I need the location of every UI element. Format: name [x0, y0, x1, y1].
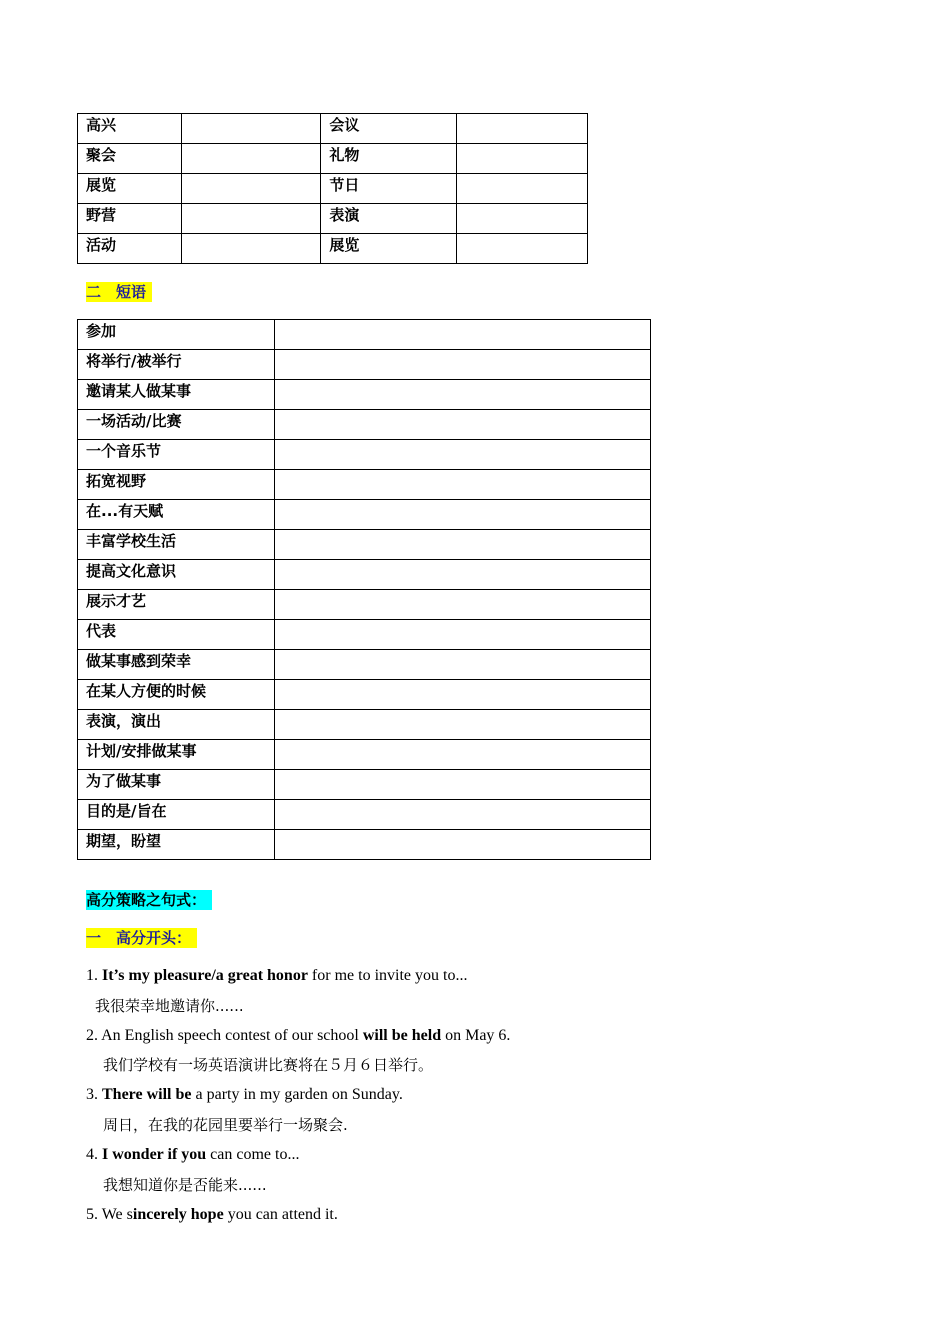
answer-blank[interactable] [274, 350, 650, 380]
vocab-word: 聚会 [78, 144, 182, 174]
phrase-label: 在...有天赋 [78, 500, 275, 530]
sentence-number: 5. [86, 1206, 102, 1223]
answer-blank[interactable] [274, 590, 650, 620]
table-row [78, 440, 651, 470]
answer-blank[interactable] [182, 234, 321, 264]
strategy-heading: 高分策略之句式： [86, 890, 212, 910]
phrase-label: 将举行/被举行 [78, 350, 275, 380]
table-row [78, 500, 651, 530]
sentence-number: 3. [86, 1086, 102, 1103]
table-row [78, 560, 651, 590]
answer-blank[interactable] [274, 560, 650, 590]
answer-blank[interactable] [274, 800, 650, 830]
table-row [78, 800, 651, 830]
answer-blank[interactable] [274, 650, 650, 680]
sentence-translation: 我想知道你是否能来...... [103, 1176, 267, 1194]
answer-blank[interactable] [274, 680, 650, 710]
sentence-translation: 我们学校有一场英语演讲比赛将在５月６日举行。 [103, 1056, 434, 1074]
sentence-line [86, 1026, 510, 1046]
sentence-line [86, 966, 467, 986]
table-row [78, 530, 651, 560]
phrase-label: 在某人方便的时候 [78, 680, 275, 710]
vocab-word: 节日 [321, 174, 457, 204]
sentence-text: on May 6. [441, 1027, 511, 1044]
vocab-word: 展览 [321, 234, 457, 264]
phrase-label: 拓宽视野 [78, 470, 275, 500]
phrase-label: 表演，演出 [78, 710, 275, 740]
table-row [78, 680, 651, 710]
answer-blank[interactable] [182, 204, 321, 234]
sentence-number: 1. [86, 967, 102, 984]
answer-blank[interactable] [274, 620, 650, 650]
vocab-word: 会议 [321, 114, 457, 144]
answer-blank[interactable] [457, 114, 588, 144]
vocab-word: 展览 [78, 174, 182, 204]
table-row [78, 740, 651, 770]
sentence-key-phrase: I wonder if you [102, 1146, 207, 1163]
answer-blank[interactable] [274, 530, 650, 560]
sentence-text: An English speech contest of our school [101, 1027, 363, 1044]
answer-blank[interactable] [274, 740, 650, 770]
sentence-number: 4. [86, 1146, 102, 1163]
table-row [78, 174, 588, 204]
answer-blank[interactable] [182, 174, 321, 204]
phrase-label: 提高文化意识 [78, 560, 275, 590]
table-row [78, 144, 588, 174]
table-row [78, 114, 588, 144]
sentence-text: for me to invite you to... [307, 967, 468, 984]
table-row [78, 620, 651, 650]
answer-blank[interactable] [182, 114, 321, 144]
answer-blank[interactable] [274, 470, 650, 500]
sentence-text: We s [101, 1206, 133, 1223]
vocab-word: 高兴 [78, 114, 182, 144]
answer-blank[interactable] [274, 710, 650, 740]
answer-blank[interactable] [457, 204, 588, 234]
phrase-label: 做某事感到荣幸 [78, 650, 275, 680]
answer-blank[interactable] [457, 144, 588, 174]
sentence-text: you can attend it. [223, 1206, 338, 1223]
answer-blank[interactable] [457, 174, 588, 204]
sentence-line [86, 1205, 338, 1225]
phrase-label: 邀请某人做某事 [78, 380, 275, 410]
section-heading-phrases: 二 短语 [86, 282, 152, 302]
answer-blank[interactable] [457, 234, 588, 264]
sentence-line [86, 1085, 403, 1105]
phrase-label: 为了做某事 [78, 770, 275, 800]
table-row [78, 650, 651, 680]
phrase-label: 目的是/旨在 [78, 800, 275, 830]
sentence-key-phrase: will be held [362, 1027, 442, 1044]
table-row [78, 590, 651, 620]
table-row [78, 830, 651, 860]
sentence-text: a party in my garden on Sunday. [191, 1086, 403, 1103]
table-row [78, 710, 651, 740]
answer-blank[interactable] [274, 830, 650, 860]
sentence-key-phrase: There will be [102, 1086, 192, 1103]
phrase-label: 代表 [78, 620, 275, 650]
answer-blank[interactable] [274, 380, 650, 410]
sentence-number: 2. [86, 1027, 102, 1044]
sentence-translation: 我很荣幸地邀请你...... [95, 997, 244, 1015]
vocab-word: 野营 [78, 204, 182, 234]
sentence-key-phrase: incerely hope [132, 1206, 224, 1223]
table-row [78, 470, 651, 500]
sentence-line [86, 1145, 299, 1165]
answer-blank[interactable] [182, 144, 321, 174]
phrase-label: 期望，盼望 [78, 830, 275, 860]
phrase-label: 展示才艺 [78, 590, 275, 620]
vocab-word: 表演 [321, 204, 457, 234]
phrases-table [77, 319, 651, 860]
answer-blank[interactable] [274, 500, 650, 530]
phrase-label: 计划/安排做某事 [78, 740, 275, 770]
answer-blank[interactable] [274, 320, 650, 350]
table-row [78, 204, 588, 234]
answer-blank[interactable] [274, 440, 650, 470]
table-row [78, 350, 651, 380]
sentence-translation: 周日，在我的花园里要举行一场聚会. [103, 1116, 348, 1134]
table-row [78, 410, 651, 440]
table-row [78, 234, 588, 264]
phrase-label: 一个音乐节 [78, 440, 275, 470]
answer-blank[interactable] [274, 770, 650, 800]
phrase-label: 丰富学校生活 [78, 530, 275, 560]
sentence-text: can come to... [206, 1146, 300, 1163]
opening-heading: 一 高分开头： [86, 928, 197, 948]
vocabulary-table [77, 113, 588, 264]
sentence-key-phrase: It’s my pleasure/a great honor [102, 967, 308, 984]
answer-blank[interactable] [274, 410, 650, 440]
table-row [78, 320, 651, 350]
phrase-label: 参加 [78, 320, 275, 350]
phrase-label: 一场活动/比赛 [78, 410, 275, 440]
table-row [78, 380, 651, 410]
vocab-word: 活动 [78, 234, 182, 264]
vocab-word: 礼物 [321, 144, 457, 174]
table-row [78, 770, 651, 800]
